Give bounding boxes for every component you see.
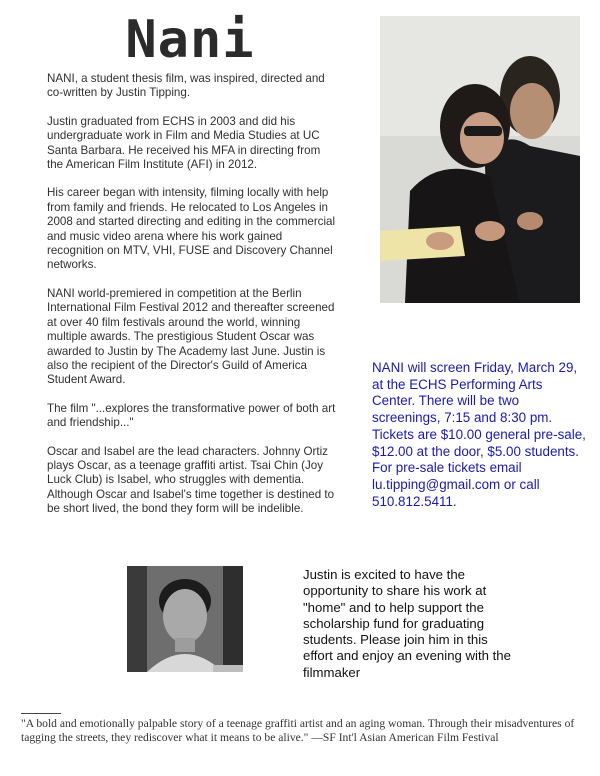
paragraph-characters: Oscar and Isabel are the lead characters. Johnny Ortiz plays Oscar, as a teenage graffiti artist. Tsai Chin (Joy Luck Club) is Isabel, who struggles with dementia. Although Oscar and Isabel's time together is destined to be short lived, the bond they form will be indelible. <box>47 444 335 516</box>
festival-quote: "A bold and emotionally palpable story of a teenage graffiti artist and an aging woman. Through their misadventures of tagging the streets, they rediscover what it means to be alive." —SF Int'l Asian American Film Festival <box>21 717 575 744</box>
photo-filmmaker-with-woman <box>380 16 580 303</box>
photo-justin-portrait <box>127 566 243 672</box>
article-body <box>47 72 337 531</box>
paragraph-intro: NANI, a student thesis film, was inspired, directed and co-written by Justin Tipping. <box>47 72 325 100</box>
paragraph-awards: NANI world-premiered in competition at the Berlin International Film Festival 2012 and thereafter screened at over 40 film festivals around the world, winning multiple awards. The prestigious Student Oscar was awarded to Justin by The Academy last June. Justin is also the recipient of the Director's Guild of America Student Award. <box>47 286 335 387</box>
paragraph-film-quote: The film "...explores the transformative power of both art and friendship..." <box>47 401 336 430</box>
page-title: Nani <box>125 10 255 70</box>
invitation-text: Justin is excited to have the opportunity to share his work at "home" and to help support the scholarship fund for graduating students. Please join him in this effort and enjoy an evening with the filmmaker <box>303 567 511 680</box>
paragraph-education: Justin graduated from ECHS in 2003 and did his undergraduate work in Film and Media Studies at UC Santa Barbara. He received his MFA in directing from the American Film Institute (AFI) in 2012. <box>47 114 321 172</box>
quote-divider <box>21 713 61 714</box>
screening-info: NANI will screen Friday, March 29, at the ECHS Performing Arts Center. There will be two screenings, 7:15 and 8:30 pm. Tickets are $10.00 general pre-sale, $12.00 at the door, $5.00 students. For pre-sale tickets email lu.tipping@gmail.com or call 510.812.5411. <box>372 360 586 509</box>
paragraph-career: His career began with intensity, filming locally with help from family and friends. He relocated to Los Angeles in 2008 and started directing and editing in the commercial and music video arena where his work gained recognition on MTV, VHI, FUSE and Discovery Channel networks. <box>47 186 336 272</box>
